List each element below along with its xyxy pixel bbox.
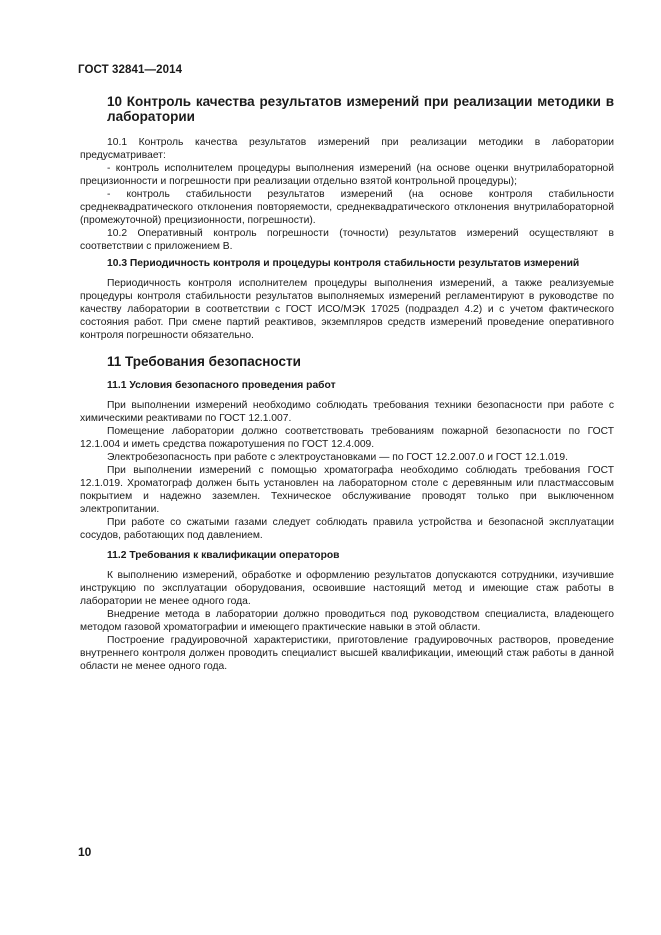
section-11-1-title: 11.1 Условия безопасного проведения работ: [107, 380, 336, 391]
paragraph-11-1-d: При выполнении измерений с помощью хроматографа необходимо соблюдать требования ГОСТ 12.1.019. Хроматограф должен быть установлен на лабораторном столе с деревянным или пластмассовым покрытием и надежно заземлен. Техническое обслуживание проводят только при выключенном электропитании.: [80, 465, 614, 515]
section-10-title: 10 Контроль качества результатов измерений при реализации методики в лаборатории: [107, 94, 614, 124]
paragraph-11-2-b: Внедрение метода в лаборатории должно проводиться под руководством специалиста, владеющего методом газовой хроматографии и имеющего практические навыки в этой области.: [80, 609, 614, 633]
paragraph-10-1-item-2: - контроль стабильности результатов измерений (на основе контроля стабильности среднеквадратического отклонения повторяемости, среднеквадратического отклонения внутрилабораторной (промежуточной) прецизионности, погрешности).: [80, 189, 614, 226]
paragraph-10-1-item-1: - контроль исполнителем процедуры выполнения измерений (на основе оценки внутрилабораторной прецизионности и погрешности при реализации отдельно взятой контрольной процедуры);: [80, 163, 614, 187]
section-10-3-title: 10.3 Периодичность контроля и процедуры контроля стабильности результатов измерений: [107, 258, 580, 269]
paragraph-10-2: 10.2 Оперативный контроль погрешности (точности) результатов измерений осуществляют в соответствии с приложением В.: [80, 228, 614, 252]
paragraph-11-1-e: При работе со сжатыми газами следует соблюдать правила устройства и безопасной эксплуатации сосудов, работающих под давлением.: [80, 517, 614, 541]
section-11-title: 11 Требования безопасности: [107, 354, 301, 369]
section-11-2-title: 11.2 Требования к квалификации операторов: [107, 550, 340, 561]
paragraph-10-3: Периодичность контроля исполнителем процедуры выполнения измерений, а также реализуемые процедуры контроля стабильности результатов выполняемых измерений регламентируют в руководстве по качеству лаборатории в соответствии с ГОСТ ИСО/МЭК 17025 (подраздел 4.2) и с учетом фактического состояния работ. При смене партий реактивов, экземпляров средств измерений проведение оперативного контроля погрешности обязательно.: [80, 278, 614, 341]
paragraph-10-1: 10.1 Контроль качества результатов измерений при реализации методики в лаборатории предусматривает:: [80, 137, 614, 161]
document-header: ГОСТ 32841—2014: [78, 64, 183, 76]
page-content: [80, 94, 614, 673]
paragraph-11-1-c: Электробезопасность при работе с электроустановками — по ГОСТ 12.2.007.0 и ГОСТ 12.1.019.: [107, 452, 569, 463]
page-number: 10: [78, 845, 92, 859]
paragraph-11-2-c: Построение градуировочной характеристики, приготовление градуировочных растворов, проведение внутреннего контроля должен проводить специалист высшей квалификации, имеющий стаж работы в данной области не менее одного года.: [80, 635, 614, 672]
paragraph-11-1-b: Помещение лаборатории должно соответствовать требованиям пожарной безопасности по ГОСТ 12.1.004 и иметь средства пожаротушения по ГОСТ 12.4.009.: [80, 426, 614, 450]
paragraph-11-2-a: К выполнению измерений, обработке и оформлению результатов допускаются сотрудники, изучившие инструкцию по эксплуатации оборудования, освоившие настоящий метод и имеющие стаж работы в лаборатории не менее одного года.: [80, 570, 614, 607]
paragraph-11-1-a: При выполнении измерений необходимо соблюдать требования техники безопасности при работе с химическими реактивами по ГОСТ 12.1.007.: [80, 400, 614, 424]
